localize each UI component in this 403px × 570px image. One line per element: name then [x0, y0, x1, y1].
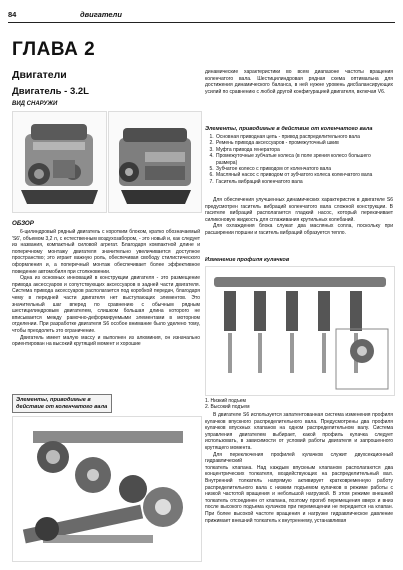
engine-photo-side — [108, 111, 202, 213]
driven-elements-list — [205, 134, 393, 185]
legend-item: 1. Низкий подъем — [205, 398, 246, 404]
list-item: 6. Масляный насос с приводом от зубчатого колеса коленчатого вала — [215, 172, 393, 178]
right-intro-paragraph: динамические характеристики во всем диапазоне частоты вращения коленчатого вала. Шестицилиндровая рядная схема оптимальна для достижения динамического баланса, в ней нужне уровень дисбалансирующих усилий по сравнению с любой другой конфигурацией двигателя, включая V6. — [205, 69, 393, 95]
chapter-title: ГЛАВА 2 — [12, 39, 96, 60]
overview-paragraph: Одна из основных инноваций в конструкции двигателя - это размещение привода аксессуаров и сопутствующих аксессуаров в задней части двигателя. Система привода аксессуаров располагается под коробкой передач, благодаря чему в передней части двигателя нет выступающих элементов. Это значительный шаг вперед по сравнению с обычным рядным шестицилиндровым двигателем, слишком большая длина которого не вписывается между рамочно-деформируемыми элементами в моторном отделении. При разработке двигателя S6 особое внимание было уделено тому, чтобы преодолеть это ограничение. — [12, 275, 200, 334]
cam-legend — [205, 398, 250, 411]
section-subtitle: Двигатель - 3.2L — [12, 86, 89, 97]
overview-paragraph: Двигатель имеет малую массу и выполнен из алюминия, он изначально ориентирован на высокий крутящий момент и хорошие — [12, 334, 200, 348]
right-bottom-paragraph: толкатель клапана. Над каждым впускным клапаном располагаются два концентрических толкателя, воздействующих на распределительный вал. Внутренний толкатель напрямую активирует кратковременную работу распределительного вала с низким подъемом кулачков в режиме работы с низкой частотой вращения и небольшой нагрузкой. В этом режиме внешний толкатель отсоединен от клапана, поэтому прогиб перемещения вверх и вниз после высокого подъема кулачков при перемещении не передается на клапан. При более высокой частоте вращения и нагрузке гидравлическое давление прижимает внешний толкатель к внутреннему, устанавливая — [205, 464, 393, 524]
cam-profile-caption: Изменение профиля кулачков — [205, 257, 290, 263]
driven-elements-box — [205, 126, 393, 185]
right-bottom-paragraph: В двигателе S6 используется запатентованная система изменения профиля кулачков впускного распределительного вала. Предусмотрены два профиля кулачков впускных клапанов на одном распределительном валу. Система управления двигателем выбирает, какой профиль кулачка следует использовать, в зависимости от условий работы двигателя и запрошенного крутящего момента. — [205, 412, 393, 451]
page-number: 84 — [8, 10, 17, 19]
running-title: двигатели — [80, 10, 122, 19]
list-item: 3. Муфта привода генератора — [215, 147, 393, 153]
right-mid-paragraph: Для обеспечения улучшенных динамических характеристик в двигателе S6 предусмотрен гаситель вибраций коленчатого вала сложной конструкции. В гасителе вибраций располагается гладкий насос, который перекачивает силиконовую жидкость для сглаживания крутильных колебаний. — [205, 197, 393, 223]
overview-paragraph: 6-цилиндровый рядный двигатель с коротким блоком, кратко обозначаемый 'S6', объемом 3,2 л, с естественным воздухозабором, - это новый и, как следует из названия, компактный силовой агрегат. Благодаря компактной длине и поперечному монтажу двигателя значительно увеличивается доступное пространство; это играет важную роль, обеспечивая свободу стилистического оформления и, а поперечный монтаж обеспечивает более эффективное поведение автомобиля при столкновении. — [12, 229, 200, 275]
crankshaft-figure-title: Элементы, приводимые в действие от коленчатого вала — [12, 394, 112, 413]
right-bottom-paragraph: Для переключения профилей кулачков служит двухсекционный гидравлический — [205, 451, 393, 465]
list-item: 5. Зубчатое колесо с приводом от коленчатого вала — [215, 166, 393, 172]
right-mid-paragraph: Для охлаждения блока служат два масляных сопла, поскольку при расширении поршни и гаситель вибраций образуется тепло. — [205, 223, 393, 236]
legend-item: 2. Высокий подъем — [205, 404, 250, 411]
engine-photo-front — [12, 111, 107, 213]
crankshaft-drive-figure — [12, 416, 202, 562]
right-intro-text — [205, 69, 393, 95]
page-header — [8, 12, 395, 23]
cam-profile-figure — [205, 266, 395, 396]
section-title: Двигатели — [12, 69, 67, 81]
list-item: 7. Гаситель вибраций коленчатого вала — [215, 179, 393, 185]
right-mid-text — [205, 197, 393, 237]
list-item: 4. Промежуточные зубчатые колеса (в поле зрения колесо большего размера) — [215, 153, 393, 166]
view-label: ВИД СНАРУЖИ — [12, 101, 58, 107]
driven-elements-title: Элементы, приводимые в действие от коленчатого вала — [205, 126, 373, 132]
overview-text — [12, 229, 200, 348]
overview-heading: ОБЗОР — [12, 220, 34, 227]
list-item: 2. Ремень привода аксессуаров - промежуточный шкив — [215, 140, 393, 146]
list-item: 1. Основная приводная цепь - привод распределительного вала — [215, 134, 393, 140]
right-bottom-text — [205, 412, 393, 524]
